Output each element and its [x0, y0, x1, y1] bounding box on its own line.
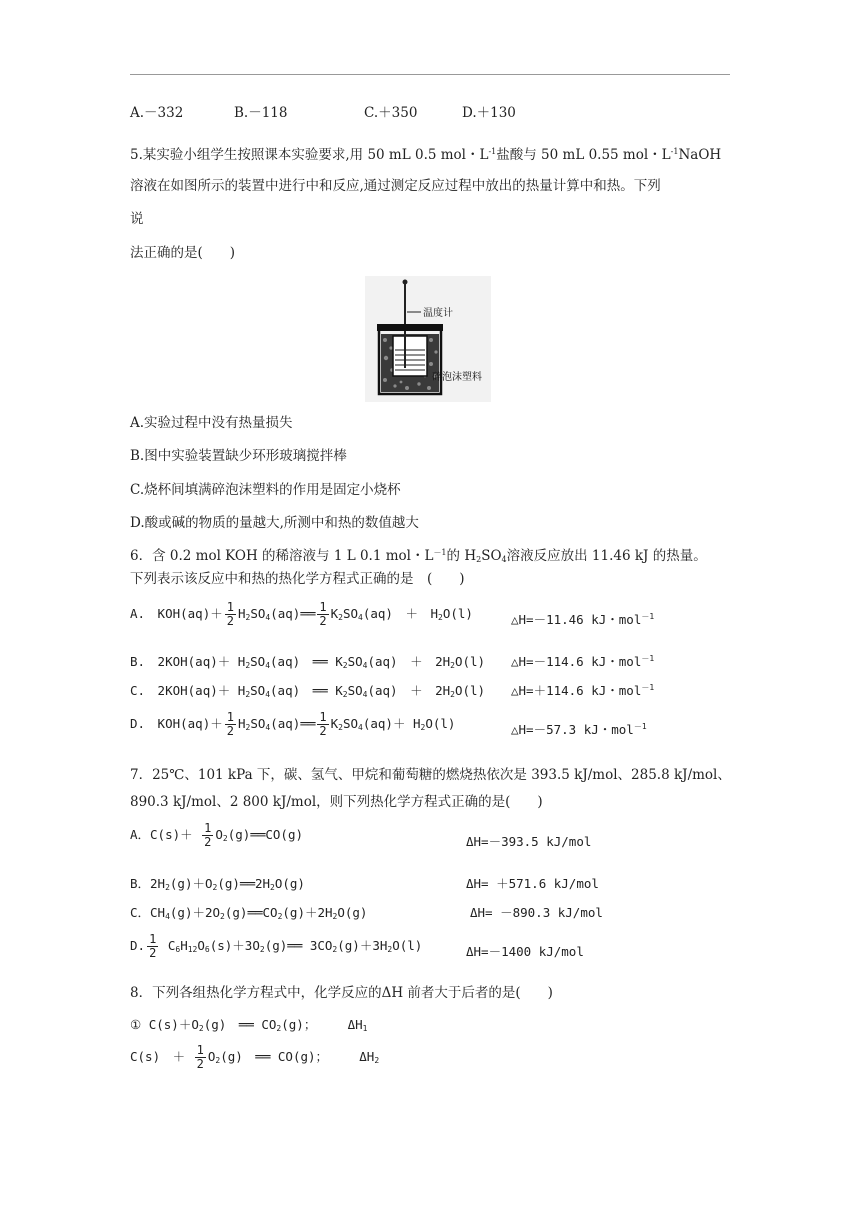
q6-stem-line1: 6．含 0.2 mol KOH 的稀溶液与 1 L 0.1 mol・$L^{-1}$的 $H_2SO_4$溶液反应放出 11.46 kJ 的热量。 [130, 548, 707, 564]
q4-option-b[interactable]: B.－118 [234, 105, 288, 121]
foam-label: 碎泡沫塑料 [432, 372, 482, 383]
q7-option-a[interactable]: A．C(s)＋ $\frac{1}{2}$ $O_2(g)══CO(g)$ [130, 821, 304, 849]
q6-stem-line2: 下列表示该反应中和热的热化学方程式正确的是 ( ) [130, 571, 465, 587]
q7-option-b-dh: ΔH= ＋571.6 kJ/mol [466, 876, 599, 891]
q4-options [130, 104, 516, 122]
q6-option-d-dh: △H=－57.3 kJ・mol$^{-1}$ [511, 722, 647, 737]
q8-item1-eq2: C(s) ＋ $\frac{1}{2}$ $O_2(g)$ ══ CO(g)； $\Delta H_2$ [130, 1043, 380, 1071]
thermometer-label: 温度计 [423, 308, 453, 319]
q7-stem-line2: 890.3 kJ/mol、2 800 kJ/mol，则下列热化学方程式正确的是( ) [130, 794, 543, 810]
q8-item1-eq1: ① $C(s)+O_2(g)$ ══ $CO_2(g)$； $\Delta H_1$ [130, 1017, 368, 1033]
q5-stem-line4: 法正确的是( ) [130, 245, 236, 261]
q7-option-d[interactable]: D. $\frac{1}{2}$ $C_6H_{12}O_6(s)+3O_2(g)══$ $3CO_2(g)+3H_2O(l)$ [130, 932, 423, 960]
q6-option-b[interactable]: B. $2KOH(aq)+ H_2SO_4(aq)$ ══ $K_2SO_4(aq)$ ＋ $2H_2O(l)$ [130, 654, 486, 670]
q5-option-d[interactable]: D.酸或碱的物质的量越大,所测中和热的数值越大 [130, 515, 419, 531]
q7-option-a-dh: ΔH=－393.5 kJ/mol [466, 834, 592, 849]
q5-option-a[interactable]: A.实验过程中没有热量损失 [130, 415, 293, 431]
q5-stem-line2: 溶液在如图所示的装置中进行中和反应,通过测定反应过程中放出的热量计算中和热。下列 [130, 178, 661, 194]
q4-option-d[interactable]: D.＋130 [462, 105, 516, 121]
q4-option-c[interactable]: C.＋350 [364, 105, 418, 121]
q6-option-c[interactable]: C. $2KOH(aq)+ H_2SO_4(aq)$ ══ $K_2SO_4(aq)$ ＋ $2H_2O(l)$ [130, 683, 486, 699]
q5-option-c[interactable]: C.烧杯间填满碎泡沫塑料的作用是固定小烧杯 [130, 482, 401, 498]
q6-option-a[interactable]: A. KOH(aq)＋ $\frac{1}{2}$ $H_2SO_4(aq)══$ $\frac{1}{2}$ $K_2SO_4(aq)$ ＋ $H_2O(l)$ [130, 600, 473, 628]
q7-stem-line1: 7．25℃、101 kPa 下，碳、氢气、甲烷和葡萄糖的燃烧热依次是 393.5 kJ/mol、285.8 kJ/mol、 [130, 767, 731, 783]
q7-option-c-dh: ΔH= －890.3 kJ/mol [470, 905, 603, 920]
header-rule [130, 74, 730, 75]
q7-option-d-dh: ΔH=－1400 kJ/mol [466, 944, 584, 959]
q5-option-b[interactable]: B.图中实验装置缺少环形玻璃搅拌棒 [130, 448, 347, 464]
q7-option-b[interactable]: B．$2H_2(g)+O_2(g)══2H_2O(g)$ [130, 876, 305, 892]
q5-stem-line1: 5.某实验小组学生按照课本实验要求,用 50 mL 0.5 mol・$L^{-1}$盐酸与 50 mL 0.55 mol・$L^{-1}NaOH$ [130, 147, 722, 163]
calorimeter-figure [365, 276, 491, 402]
q8-stem-line1: 8．下列各组热化学方程式中，化学反应的ΔH 前者大于后者的是( ) [130, 985, 553, 1001]
q6-option-d[interactable]: D. KOH(aq)＋ $\frac{1}{2}$ $H_2SO_4(aq)══$ $\frac{1}{2}$ $K_2SO_4(aq)+ H_2O(l)$ [130, 710, 456, 738]
q6-option-a-dh: △H=－11.46 kJ・mol$^{-1}$ [511, 612, 655, 627]
q6-option-b-dh: △H=－114.6 kJ・mol$^{-1}$ [511, 654, 655, 669]
q5-stem-line3: 说 [130, 211, 144, 227]
q4-option-a[interactable]: A.－332 [130, 105, 184, 121]
q7-option-c[interactable]: C．$CH_4(g)+2O_2(g)══CO_2(g)+2H_2O(g)$ [130, 905, 368, 921]
q6-option-c-dh: △H=＋114.6 kJ・mol$^{-1}$ [511, 683, 655, 698]
